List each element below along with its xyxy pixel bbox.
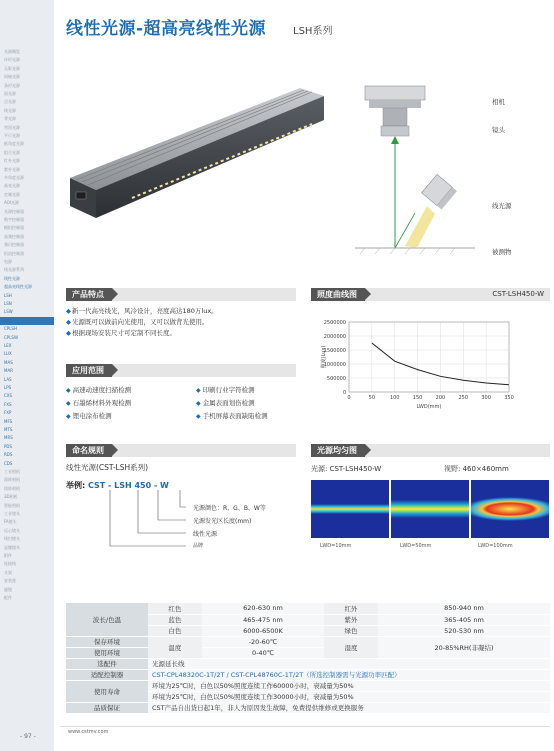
- y-axis-label: 照度(Lux): [321, 345, 327, 369]
- x-axis-label: LWD(mm): [416, 404, 442, 410]
- sidebar-item[interactable]: 紫外光源: [4, 166, 20, 172]
- sidebar-item[interactable]: 显微镜头: [4, 544, 20, 550]
- table-row: 保存环境 温度 -20-60℃ 湿度 20-85%RH(非凝结): [66, 636, 550, 647]
- sidebar-item[interactable]: 恒流控制器: [4, 250, 24, 256]
- uniformity-source: 光源: CST-LSH450-W: [311, 465, 382, 473]
- page-subtitle: LSH系列: [293, 26, 333, 37]
- sidebar-nav: [0, 0, 54, 751]
- illumination-model: CST-LSH450-W: [492, 290, 544, 298]
- y-tick-label: 500000: [326, 376, 346, 382]
- application-item: ◆ 金属表面划伤检测: [196, 399, 255, 407]
- sidebar-item[interactable]: 线性光源: [4, 275, 20, 281]
- table-row: 白色 6000-6500K 绿色 520-530 nm: [66, 625, 550, 636]
- sidebar-item[interactable]: PDS: [4, 443, 13, 449]
- sidebar-item[interactable]: 红外光源: [4, 158, 20, 164]
- sidebar-item[interactable]: 智能相机: [4, 502, 20, 508]
- y-tick-label: 2500000: [323, 320, 346, 326]
- chart-frame: [349, 322, 509, 392]
- page-number: - 97 -: [20, 733, 36, 740]
- naming-heading: 命名规则: [66, 444, 112, 457]
- application-item: ◆ 手机屏幕表面缺陷检测: [196, 412, 268, 420]
- sidebar-item[interactable]: 平行光源: [4, 133, 20, 138]
- sidebar-item[interactable]: 环形光源: [4, 57, 20, 63]
- sidebar-item[interactable]: 电源: [4, 259, 12, 264]
- footer-divider: [60, 726, 550, 727]
- sidebar-item[interactable]: 多角度光源: [4, 175, 24, 180]
- table-row: 使用寿命 环境为25℃时，白色以50%照度连续工作60000小时，衰减量为50%: [66, 680, 550, 691]
- applications-header: [66, 364, 296, 377]
- application-item: ◆ 印刷行业字符检测: [196, 386, 255, 394]
- sidebar-item[interactable]: LPS: [4, 385, 12, 390]
- uniformity-map: [311, 480, 389, 538]
- table-row: 环境为25℃时，白色以50%照度连续工作30000小时，衰减量为50%: [66, 691, 550, 702]
- x-tick-label: 0: [347, 395, 351, 401]
- x-tick-label: 200: [435, 395, 446, 401]
- sidebar-item[interactable]: 穹顶光源: [4, 124, 20, 130]
- sidebar-item[interactable]: 高频控制器: [4, 233, 24, 239]
- sidebar-item[interactable]: 线扫镜头: [4, 536, 20, 542]
- feature-item: ◆光源既可以做前向光使用，又可以做背光使用。: [66, 318, 209, 326]
- sidebar-item[interactable]: LUX: [4, 351, 12, 357]
- x-tick-label: 250: [458, 395, 469, 401]
- table-row: 蓝色 465-475 nm 紫外 365-405 nm: [66, 614, 550, 625]
- table-row: 品质保证 CST产品自出货日起1年，非人为原因发生故障，免费提供维修或更换服务: [66, 702, 550, 713]
- spec-table: [66, 603, 550, 714]
- footer-url: www.cstmv.com: [68, 729, 109, 735]
- sidebar-item[interactable]: LSN: [4, 301, 12, 306]
- sidebar-item[interactable]: 面阵相机: [4, 477, 20, 483]
- table-row: 适配控制器 CST-CPL48320C-1T/2T / CST-CPL48760C-1T/2T（所选控制器需与光源功率匹配）: [66, 669, 550, 680]
- y-tick-label: 2000000: [323, 334, 346, 340]
- applications-heading: 应用范围: [66, 364, 112, 377]
- table-row: 选配件 光源延长线: [66, 658, 550, 669]
- sidebar-item[interactable]: 点光源: [4, 99, 16, 105]
- uniformity-view: 视野: 460×460mm: [444, 465, 509, 473]
- sidebar-item[interactable]: FXS: [4, 401, 12, 407]
- table-row: 波长/色温 红色 620-630 nm 红外 850-940 nm: [66, 603, 550, 614]
- naming-desc-type: 线性光源: [193, 531, 218, 538]
- naming-connectors: [100, 490, 190, 560]
- sidebar-item[interactable]: 低角度光源: [4, 141, 24, 147]
- illumination-chart: [311, 314, 516, 414]
- sidebar-item[interactable]: RDS: [4, 452, 13, 458]
- uniformity-map: [471, 480, 549, 538]
- y-tick-label: 1000000: [323, 362, 346, 368]
- uniformity-heading: 光源均匀图: [311, 444, 365, 457]
- uniformity-caption: LWD=100mm: [478, 543, 513, 549]
- sidebar-item[interactable]: 工业镜头: [4, 511, 20, 516]
- uniformity-map: [391, 480, 469, 538]
- x-tick-label: 100: [389, 395, 400, 401]
- sidebar-item[interactable]: 配件: [4, 595, 12, 600]
- sidebar-item[interactable]: 高亮光源: [4, 183, 20, 189]
- illumination-header: [311, 288, 550, 301]
- sidebar-item[interactable]: LAS: [4, 376, 12, 382]
- application-item: ◆ 石墨烯材料外观检测: [66, 399, 132, 407]
- sidebar-item[interactable]: MAR: [4, 368, 13, 374]
- sidebar-item[interactable]: 超高亮线性光源: [4, 284, 32, 290]
- x-tick-label: 300: [481, 395, 491, 401]
- sidebar-item[interactable]: FA镜头: [4, 519, 17, 525]
- sidebar-item[interactable]: LSW: [4, 309, 13, 315]
- sidebar-item[interactable]: 无影光源: [4, 65, 20, 71]
- naming-desc-color: 光源颜色：R、G、B、W等: [193, 505, 266, 512]
- naming-desc-brand: 品牌: [193, 543, 204, 549]
- sidebar-item[interactable]: AOI光源: [4, 200, 19, 206]
- feature-item: ◆新一代高亮线光，风冷设计，亮度高达180万lux。: [66, 307, 218, 315]
- sidebar-item[interactable]: LSR: [0, 317, 54, 325]
- sidebar-item[interactable]: LEX: [4, 343, 12, 348]
- sidebar-item[interactable]: MRS: [4, 435, 13, 441]
- sidebar-item[interactable]: 连接线: [4, 561, 16, 567]
- y-tick-label: 1500000: [323, 348, 346, 354]
- sidebar-item[interactable]: CPLSH: [4, 326, 17, 332]
- x-tick-label: 150: [412, 395, 423, 401]
- sidebar-item[interactable]: LSH: [4, 292, 12, 298]
- uniformity-header: [311, 444, 550, 457]
- application-item: ◆ 锂电涂布检测: [66, 412, 112, 420]
- sidebar-item[interactable]: MTS: [4, 427, 13, 432]
- product-image: [62, 80, 332, 230]
- lens-label: 镜头: [492, 126, 505, 134]
- sidebar-item[interactable]: 频闪控制器: [4, 242, 24, 248]
- object-label: 被测物: [492, 248, 512, 256]
- sidebar-item[interactable]: 光源概览: [4, 49, 20, 54]
- sidebar-item[interactable]: 远心镜头: [4, 527, 20, 533]
- sidebar-item[interactable]: CPLSW: [4, 334, 18, 340]
- uniformity-caption: LWD=50mm: [400, 543, 432, 549]
- feature-item: ◆根据现场安装尺寸可定制不同长度。: [66, 329, 176, 337]
- sidebar-item[interactable]: 数字控制器: [4, 217, 24, 222]
- sidebar-item[interactable]: 支架: [4, 569, 12, 575]
- sidebar-item[interactable]: 线光源系列: [4, 267, 24, 273]
- sidebar-item[interactable]: 3D相机: [4, 494, 18, 500]
- features-heading: 产品特点: [66, 288, 112, 301]
- naming-header: [66, 444, 296, 457]
- sidebar-item[interactable]: 线阵相机: [4, 485, 20, 491]
- sidebar-item[interactable]: 条形光源: [4, 82, 20, 88]
- sidebar-item[interactable]: 模拟控制器: [4, 225, 24, 231]
- sidebar-item[interactable]: 同轴光源: [4, 74, 20, 80]
- sidebar-item[interactable]: FXP: [4, 410, 12, 416]
- features-header: [66, 288, 296, 301]
- camera-label: 相机: [492, 98, 505, 106]
- uniformity-caption: LWD=10mm: [320, 543, 352, 549]
- naming-desc-length: 光源发光区长度(mm): [193, 518, 252, 525]
- setup-diagram: [345, 78, 485, 258]
- sidebar-item[interactable]: MFS: [4, 418, 13, 424]
- x-tick-label: 50: [368, 395, 376, 401]
- sidebar-item[interactable]: 组合光源: [4, 149, 20, 155]
- illumination-heading: 照度曲线图: [311, 288, 365, 301]
- sidebar-item[interactable]: CDS: [4, 460, 13, 466]
- page-title: 线性光源-超高亮线性光源: [66, 19, 267, 39]
- sidebar-item[interactable]: 附件: [4, 553, 12, 558]
- light-label: 线光源: [492, 202, 512, 210]
- naming-example: 举例: CST - LSH 450 - W: [66, 481, 169, 490]
- application-item: ◆ 高速动速度扫描检测: [66, 386, 132, 394]
- y-tick-label: 0: [342, 390, 346, 396]
- sidebar-item[interactable]: 光源控制器: [4, 208, 24, 214]
- sidebar-item[interactable]: 工业相机: [4, 469, 20, 474]
- sidebar-item[interactable]: 线光源: [4, 107, 16, 113]
- sidebar-item[interactable]: 安装座: [4, 578, 16, 584]
- sidebar-item[interactable]: 定制光源: [4, 191, 20, 197]
- sidebar-item[interactable]: 滤镜: [4, 586, 12, 592]
- table-row: 使用环境 0-40℃: [66, 647, 550, 658]
- sidebar-item[interactable]: MAS: [4, 359, 13, 365]
- x-tick-label: 350: [504, 395, 514, 401]
- sidebar-item[interactable]: 面光源: [4, 91, 16, 96]
- sidebar-item[interactable]: 背光源: [4, 116, 16, 122]
- sidebar-item[interactable]: CXS: [4, 393, 13, 399]
- naming-label: 线性光源(CST-LSH系列): [66, 463, 149, 472]
